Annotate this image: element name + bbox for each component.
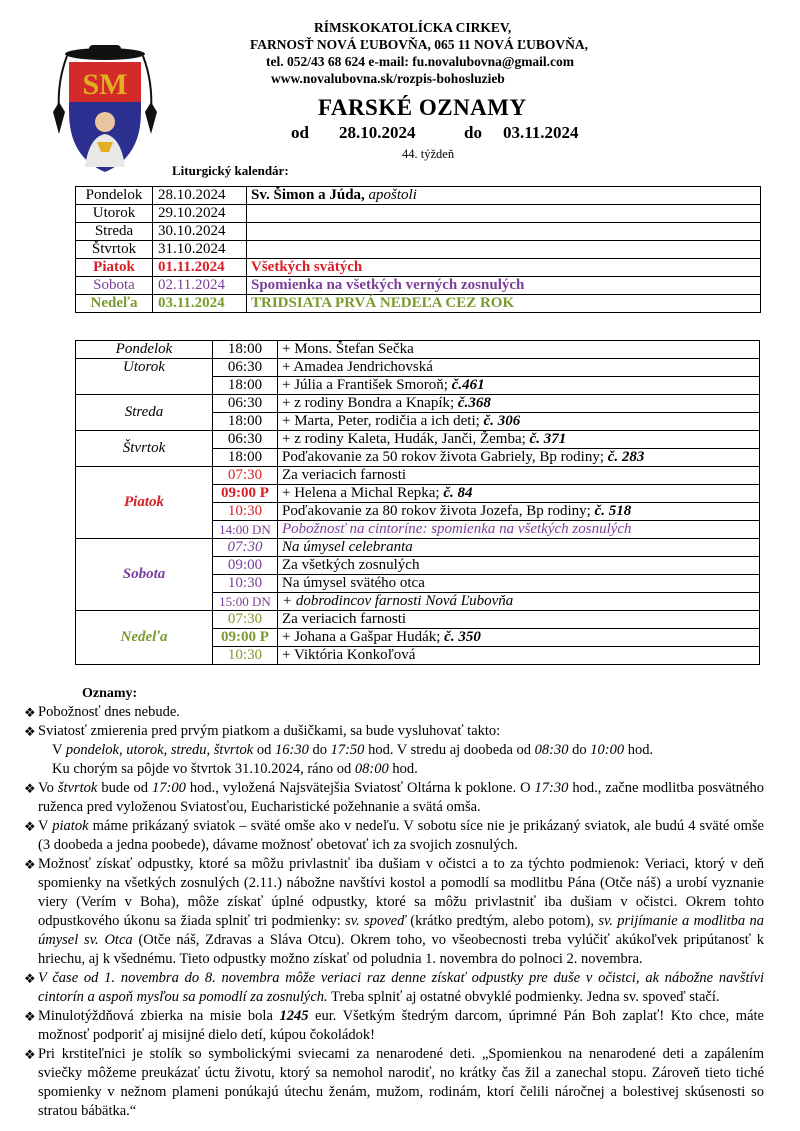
time-cell: 18:00 (213, 341, 278, 359)
week-number: 44. týždeň (402, 147, 455, 161)
date-range: od 28.10.2024 do 03.11.2024 (291, 123, 579, 142)
date-cell: 03.11.2024 (153, 295, 247, 313)
contact-line: tel. 052/43 68 624 e-mail: fu.novalubovna@gmail.com (266, 54, 575, 69)
intention-cell: Za veriacich farnosti (278, 467, 760, 485)
table-row (76, 341, 760, 359)
notice-item: ❖ Vo štvrtok bude od 17:00 hod., vyložená Najsvätejšia Sviatosť Oltárna k poklone. O 17:30 hod., začne modlitba posvätného ruženca pred vyloženou Sviatosťou, Eucharistické požehnanie a svätá omša. (24, 780, 764, 815)
diamond-bullet-icon: ❖ (24, 971, 36, 986)
notices-label: Oznamy: (82, 686, 138, 701)
intention-cell: Poďakovanie za 50 rokov života Gabriely, Bp rodiny; č. 283 (278, 449, 760, 467)
table-row (76, 205, 761, 223)
time-cell: 07:30 (213, 611, 278, 629)
page-title: FARSKÉ OZNAMY (318, 95, 527, 120)
diamond-bullet-icon: ❖ (24, 781, 36, 796)
intention-cell: + dobrodincov farnosti Nová Ľubovňa (278, 593, 760, 611)
intention-cell: Poďakovanie za 80 rokov života Jozefa, Bp rodiny; č. 518 (278, 503, 760, 521)
table-row (76, 187, 761, 205)
diamond-bullet-icon: ❖ (24, 819, 36, 834)
mass-schedule-table (75, 340, 760, 665)
time-cell: 06:30 (213, 395, 278, 413)
intention-cell: + z rodiny Kaleta, Hudák, Janči, Žemba; č. 371 (278, 431, 760, 449)
intention-cell: + Johana a Gašpar Hudák; č. 350 (278, 629, 760, 647)
intention-cell: + Helena a Michal Repka; č. 84 (278, 485, 760, 503)
event-cell (247, 223, 761, 241)
time-cell: 14:00 DN (213, 521, 278, 539)
intention-cell: Na úmysel celebranta (278, 539, 760, 557)
time-cell: 09:00 P (213, 629, 278, 647)
time-cell: 06:30 (213, 431, 278, 449)
day-cell: Nedeľa (76, 295, 153, 313)
notice-item: ❖ Pri krstiteľnici je stolík so symbolickými sviecami za nenarodené deti. „Spomienkou na nenarodené deti a zapálením sviečky môžeme preukázať úctu životu, ktorý sa nemohol narodiť, no krátky čas žil a zanechal stopu. Zároveň tieto tiché spomienky v nežnom plameni ponúkajú útechu ženám, mužom, rodinám, ktorí čelili náročnej a bolestivej skúsenosti so stratou bábätka.“ (24, 1046, 764, 1119)
date-cell: 28.10.2024 (153, 187, 247, 205)
liturgical-label: Liturgický kalendár: (172, 163, 289, 178)
intention-cell: + Viktória Konkoľová (278, 647, 760, 665)
table-row (76, 259, 761, 277)
time-cell: 18:00 (213, 377, 278, 395)
intention-cell: Za veriacich farnosti (278, 611, 760, 629)
website-line: www.novalubovna.sk/rozpis-bohosluzieb (271, 71, 505, 86)
table-row (76, 241, 761, 259)
event-cell (247, 205, 761, 223)
event-cell: TRIDSIATA PRVÁ NEDEĽA CEZ ROK (247, 295, 761, 313)
notice-item: ❖ V piatok máme prikázaný sviatok – sväté omše ako v nedeľu. V sobotu síce nie je prikázaný sviatok, ale budú 4 sväté omše (3 doobeda a jedna poobede), dávame možnosť obetovať ich za svojich zosnulých. (24, 818, 764, 853)
notice-item: ❖ V čase od 1. novembra do 8. novembra môže veriaci raz denne získať odpustky pre duše v očistci, ak nábožne navštívi cintorín a aspoň mysľou sa pomodlí za zosnulých. Treba splniť aj ostatné obvyklé podmienky. Jedna sv. spoveď stačí. (24, 970, 764, 1005)
time-cell: 18:00 (213, 413, 278, 431)
date-cell: 01.11.2024 (153, 259, 247, 277)
time-cell: 09:00 (213, 557, 278, 575)
table-row (76, 431, 760, 449)
diamond-bullet-icon: ❖ (24, 705, 36, 720)
intention-cell: Na úmysel svätého otca (278, 575, 760, 593)
event-cell (247, 241, 761, 259)
day-cell: Sobota (76, 277, 153, 295)
day-cell: Piatok (76, 259, 153, 277)
liturgical-calendar-table (75, 186, 761, 313)
day-cell: Streda (76, 395, 213, 431)
day-cell: Pondelok (76, 187, 153, 205)
diamond-bullet-icon: ❖ (24, 1009, 36, 1024)
day-cell: Piatok (76, 467, 213, 539)
time-cell: 07:30 (213, 467, 278, 485)
intention-cell: + Amadea Jendrichovská (278, 359, 760, 377)
day-cell: Štvrtok (76, 431, 213, 467)
day-cell: Štvrtok (76, 241, 153, 259)
diamond-bullet-icon: ❖ (24, 1047, 36, 1062)
date-cell: 02.11.2024 (153, 277, 247, 295)
intention-cell: Za všetkých zosnulých (278, 557, 760, 575)
notice-item: ❖ Minulotýždňová zbierka na misie bola 1245 eur. Všetkým štedrým darcom, úprimné Pán Boh zaplať! Kto chce, máte možnosť podporiť aj misijné dielo detí, kúpou čokoládok! (24, 1008, 764, 1043)
time-cell: 10:30 (213, 503, 278, 521)
diamond-bullet-icon: ❖ (24, 724, 36, 739)
event-cell: Spomienka na všetkých verných zosnulých (247, 277, 761, 295)
day-cell: Pondelok (76, 341, 213, 359)
diamond-bullet-icon: ❖ (24, 857, 36, 872)
day-cell: Nedeľa (76, 611, 213, 665)
parish-address: FARNOSŤ NOVÁ ĽUBOVŇA, 065 11 NOVÁ ĽUBOVŇA, (250, 37, 589, 52)
table-row (76, 359, 760, 377)
table-row (76, 611, 760, 629)
time-cell: 15:00 DN (213, 593, 278, 611)
intention-cell: + Mons. Štefan Sečka (278, 341, 760, 359)
intention-cell: + Marta, Peter, rodičia a ich deti; č. 306 (278, 413, 760, 431)
time-cell: 10:30 (213, 647, 278, 665)
notice-item: ❖ Sviatosť zmierenia pred prvým piatkom a dušičkami, sa bude vysluhovať takto: V pondelok, utorok, stredu, štvrtok od 16:30 do 17:50 hod. V stredu aj doobeda od 08:30 do 10:00 hod. Ku chorým sa pôjde vo štvrtok 31.10.2024, ráno od 08:00 hod. (24, 723, 654, 777)
time-cell: 18:00 (213, 449, 278, 467)
time-cell: 09:00 P (213, 485, 278, 503)
table-row (76, 539, 760, 557)
date-cell: 29.10.2024 (153, 205, 247, 223)
table-row (76, 295, 761, 313)
day-cell: Sobota (76, 539, 213, 611)
table-row (76, 467, 760, 485)
crest-letters: SM (82, 68, 128, 101)
intention-cell: + Júlia a František Smoroň; č.461 (278, 377, 760, 395)
intention-cell: Pobožnosť na cintoríne: spomienka na všetkých zosnulých (278, 521, 760, 539)
table-row (76, 395, 760, 413)
time-cell: 10:30 (213, 575, 278, 593)
date-cell: 30.10.2024 (153, 223, 247, 241)
time-cell: 07:30 (213, 539, 278, 557)
table-row (76, 277, 761, 295)
day-cell: Utorok (76, 205, 153, 223)
notice-item: ❖ Pobožnosť dnes nebude. (24, 704, 180, 720)
parish-crest-icon (45, 42, 165, 177)
time-cell: 06:30 (213, 359, 278, 377)
event-cell: Všetkých svätých (247, 259, 761, 277)
event-cell: Sv. Šimon a Júda, apoštoli (247, 187, 761, 205)
church-name: RÍMSKOKATOLÍCKA CIRKEV, (314, 20, 512, 35)
date-cell: 31.10.2024 (153, 241, 247, 259)
day-cell: Streda (76, 223, 153, 241)
notice-item: ❖ Možnosť získať odpustky, ktoré sa môžu privlastniť iba dušiam v očistci a to za týchto podmienok: Veriaci, ktorý v deň spomienky na všetkých zosnulých (2.11.) nábožne navštívi kostol a pomodlí sa modlitbu Pána (Otče náš) a urobí vyznanie viery (Verím v Boha), môže získať úplné odpustky, ktoré sa môžu privlastniť iba dušiam v očistci. Okrem tohto odpustkového úkonu sa žiada splniť tri podmienky: sv. spoveď (krátko predtým, alebo potom), sv. prijímanie a modlitba na úmysel sv. Otca (Otče náš, Zdravas a Sláva Otcu). Okrem toho, vo všeobecnosti treba vylúčiť akúkoľvek pripútanosť k hriechu, aj k všednému. Tieto odpustky možno získať od poludnia 1. novembra do polnoci 2. novembra. (24, 856, 764, 967)
intention-cell: + z rodiny Bondra a Knapík; č.368 (278, 395, 760, 413)
table-row (76, 223, 761, 241)
day-cell: Utorok (76, 359, 213, 395)
